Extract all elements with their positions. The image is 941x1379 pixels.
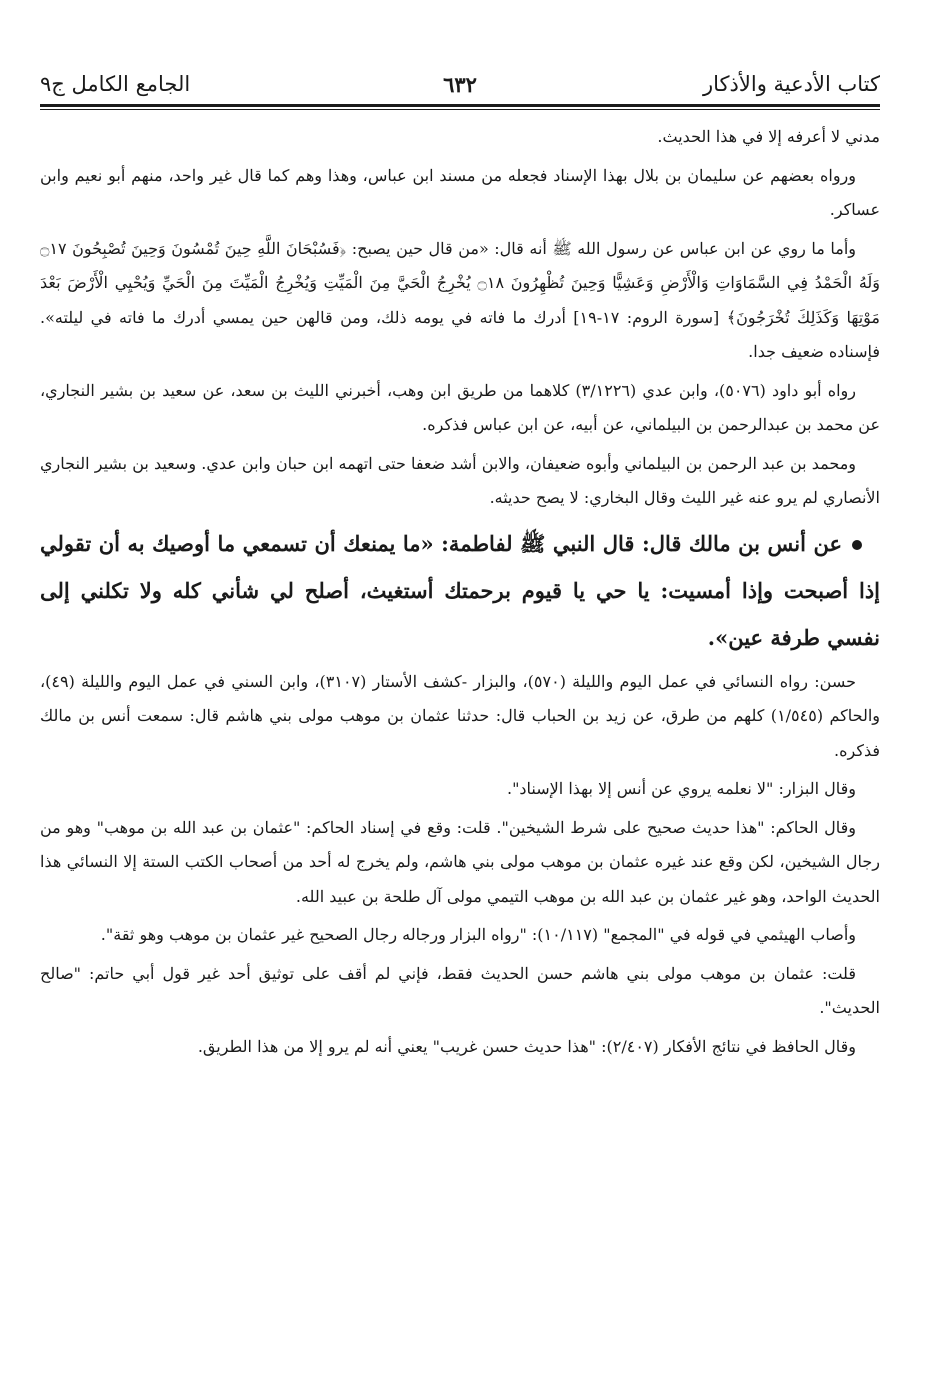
paragraph-9: وقال الحاكم: "هذا حديث صحيح على شرط الشيخين". قلت: وقع في إسناد الحاكم: "عثمان بن عبد الله بن موهب" وهو من رجال الشيخين، لكن وقع عند غيره عثمان بن موهب مولى بني هاشم، ولم يخرج له أحد من أصحاب الكتب الستة إلا النسائي هذا الحديث الواحد، وهو غير عثمان بن عبد الله بن موهب التيمي مولى آل طلحة بن عبيد الله. <box>40 817 880 906</box>
paragraph-12: وقال الحافظ في نتائج الأفكار (٢/٤٠٧): "هذا حديث حسن غريب" يعني أنه لم يرو إلا من هذا الطريق. <box>197 1036 856 1056</box>
header-rule-thin <box>40 109 880 110</box>
paragraph-2: ورواه بعضهم عن سليمان بن بلال بهذا الإسناد فجعله من مسند ابن عباس، وهذا وهم كما قال غير واحد، منهم أبو نعيم وابن عساكر. <box>40 165 880 219</box>
volume-label: الجامع الكامل ج٩ <box>40 72 191 96</box>
paragraph-8: وقال البزار: "لا نعلمه يروي عن أنس إلا بهذا الإسناد". <box>506 779 856 798</box>
hadith-text: عن أنس بن مالك قال: قال النبي ﷺ لفاطمة: «ما يمنعك أن تسمعي ما أوصيك به أن تقولي إذا أصبحت وإذا أمسيت: يا حي يا قيوم برحمتك أستغيث، أصلح لي شأني كله ولا تكلني إلى نفسي طرفة عين». <box>40 530 880 650</box>
hadith-paragraph <box>40 520 880 661</box>
paragraph-3: وأما ما روي عن ابن عباس عن رسول الله ﷺ أنه قال: «من قال حين يصبح: ﴿فَسُبْحَانَ اللَّهِ حِينَ تُمْسُونَ وَحِينَ تُصْبِحُونَ ۝١٧ وَلَهُ الْحَمْدُ فِي السَّمَاوَاتِ وَالْأَرْضِ وَعَشِيًّا وَحِينَ تُظْهِرُونَ ۝١٨ يُخْرِجُ الْحَيَّ مِنَ الْمَيِّتِ وَيُخْرِجُ الْمَيِّتَ مِنَ الْحَيِّ وَيُحْيِي الْأَرْضَ بَعْدَ مَوْتِهَا وَكَذَلِكَ تُخْرَجُونَ﴾ [سورة الروم: ١٧-١٩] أدرك ما فاته في يومه ذلك، ومن قالهن حين يمسي أدرك ما فاته في ليلته». فإسناده ضعيف جدا. <box>40 238 881 361</box>
page-header <box>40 58 880 102</box>
document-page <box>40 58 880 1068</box>
header-rule-thick <box>40 104 880 107</box>
paragraph-7: حسن: رواه النسائي في عمل اليوم والليلة (٥٧٠)، والبزار -كشف الأستار (٣١٠٧)، وابن السني في عمل اليوم والليلة (٤٩)، والحاكم (١/٥٤٥) كلهم من طرق، عن زيد بن الحباب قال: حدثنا عثمان بن موهب مولى بني هاشم قال: سمعت أنس بن مالك فذكره. <box>40 671 881 760</box>
paragraph-5: ومحمد بن عبد الرحمن بن البيلماني وأبوه ضعيفان، والابن أشد ضعفا حتى اتهمه ابن حبان وابن عدي. وسعيد بن بشير النجاري الأنصاري لم يرو عنه غير الليث وقال البخاري: لا يصح حديثه. <box>40 453 880 507</box>
book-title: كتاب الأدعية والأذكار <box>703 72 880 96</box>
page-body <box>40 120 880 1064</box>
bullet-icon <box>852 540 862 550</box>
paragraph-11: قلت: عثمان بن موهب مولى بني هاشم حسن الحديث فقط، فإني لم أقف على توثيق أحد غير قول أبي حاتم: "صالح الحديث". <box>40 963 880 1017</box>
paragraph-10: وأصاب الهيثمي في قوله في "المجمع" (١٠/١١٧): "رواه البزار ورجاله رجال الصحيح غير عثمان بن موهب وهو ثقة". <box>100 925 856 944</box>
page-number: ٦٣٢ <box>443 72 477 97</box>
paragraph-4: رواه أبو داود (٥٠٧٦)، وابن عدي (٣/١٢٢٦) كلاهما من طريق ابن وهب، أخبرني الليث بن سعد، عن سعيد بن بشير النجاري، عن محمد بن عبدالرحمن بن البيلماني، عن أبيه، عن ابن عباس فذكره. <box>40 380 880 434</box>
paragraph-1: مدني لا أعرفه إلا في هذا الحديث. <box>657 127 880 146</box>
